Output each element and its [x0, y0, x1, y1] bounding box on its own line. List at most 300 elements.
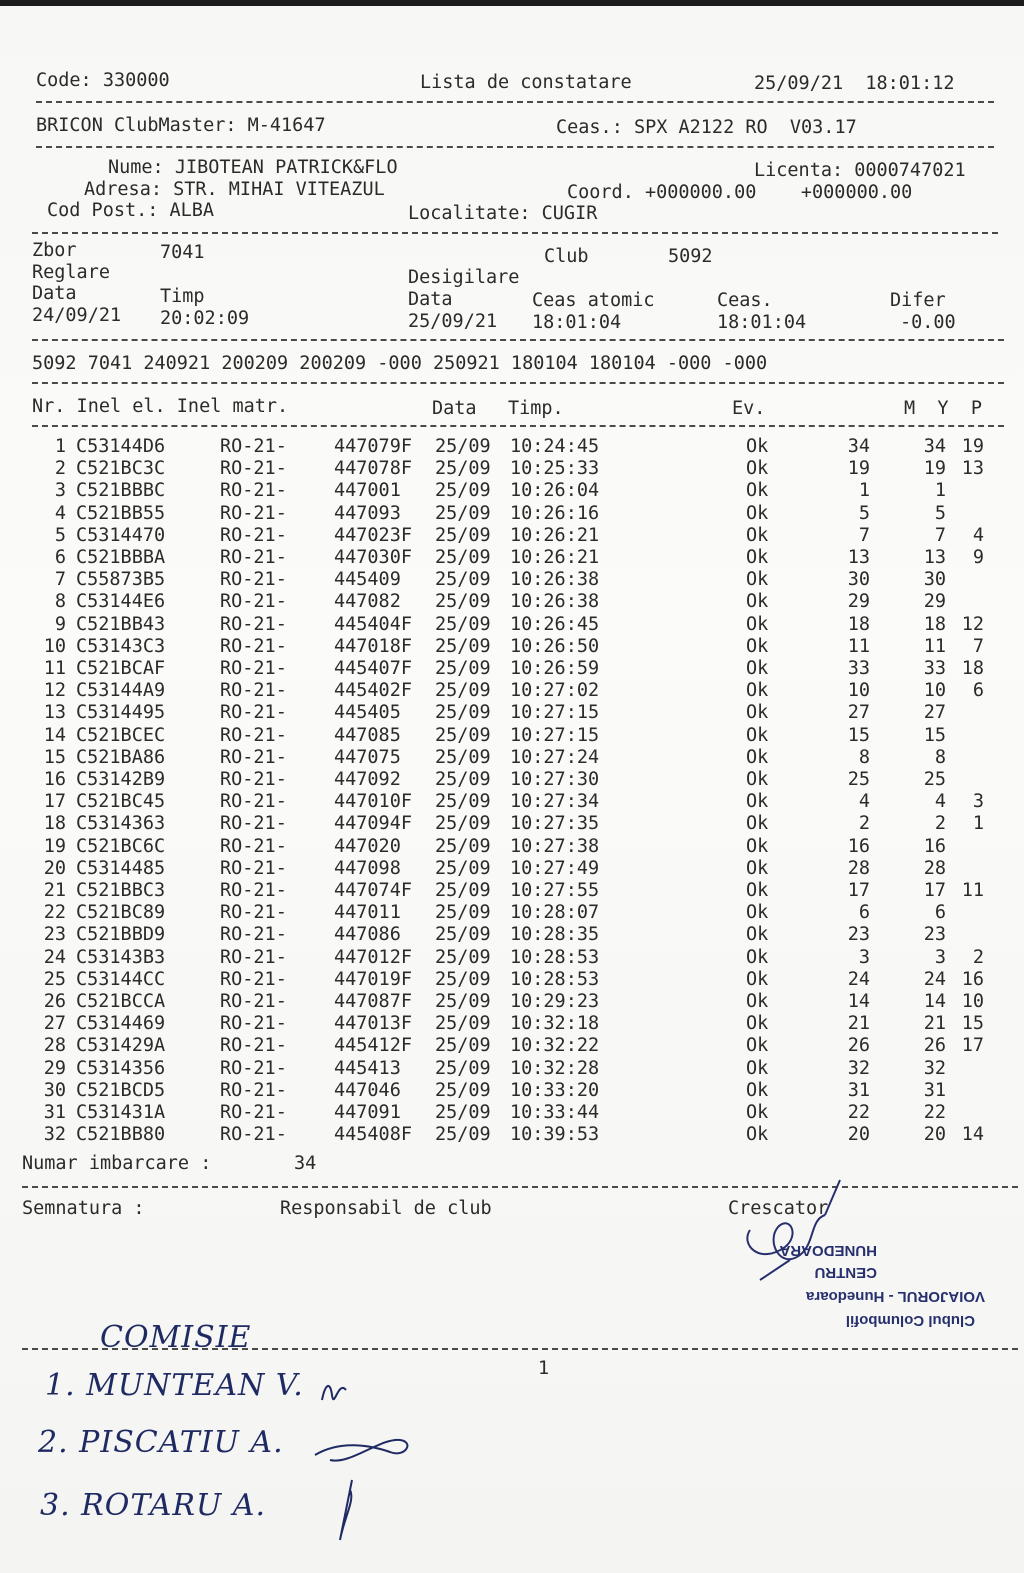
value-m: 23	[847, 924, 870, 946]
ring-prefix: RO-21-	[220, 1079, 287, 1101]
electronic-ring: C53143C3	[76, 635, 166, 657]
table-row	[0, 636, 1024, 658]
arrival-time: 10:26:38	[510, 569, 600, 591]
ring-prefix: RO-21-	[220, 991, 287, 1012]
owner-address: Adresa: STR. MIHAI VITEAZUL	[84, 179, 385, 200]
value-y: 18	[923, 613, 946, 635]
value-p: 6	[972, 680, 984, 702]
value-y: 34	[923, 436, 946, 457]
value-m: 18	[847, 613, 870, 635]
table-row	[0, 1058, 1024, 1080]
value-y: 7	[934, 524, 946, 546]
header-datetime: 25/09/21 18:01:12	[754, 73, 955, 94]
ring-number: 445407F	[334, 658, 412, 679]
electronic-ring: C521BCD5	[76, 1079, 166, 1101]
ring-prefix: RO-21-	[220, 613, 287, 635]
page-number: 1	[538, 1358, 550, 1379]
value-y: 5	[934, 502, 946, 524]
electronic-ring: C531431A	[76, 1102, 166, 1123]
table-row	[0, 458, 1024, 480]
reglare-data: 24/09/21	[32, 305, 122, 326]
arrival-time: 10:29:23	[510, 991, 600, 1012]
table-row	[0, 813, 1024, 835]
table-row	[0, 924, 1024, 946]
value-m: 19	[847, 458, 870, 480]
table-row	[0, 591, 1024, 613]
event-status: Ok	[746, 835, 769, 857]
electronic-ring: C53144A9	[76, 680, 166, 702]
electronic-ring: C521BB80	[76, 1124, 166, 1146]
value-m: 4	[858, 791, 870, 813]
value-p: 16	[961, 968, 984, 990]
arrival-time: 10:26:21	[510, 547, 600, 568]
arrival-date: 25/09	[435, 857, 491, 879]
value-y: 25	[923, 769, 946, 790]
value-m: 2	[858, 813, 870, 835]
table-row	[0, 725, 1024, 747]
event-status: Ok	[746, 547, 769, 568]
value-p: 18	[961, 658, 984, 679]
row-number: 13	[43, 702, 66, 724]
ring-prefix: RO-21-	[220, 1013, 287, 1035]
arrival-date: 25/09	[435, 968, 491, 990]
ring-prefix: RO-21-	[220, 569, 287, 591]
arrival-time: 10:27:38	[510, 835, 600, 857]
row-number: 16	[43, 769, 66, 790]
value-m: 25	[847, 769, 870, 790]
value-y: 16	[923, 835, 946, 857]
value-y: 33	[923, 658, 946, 679]
value-y: 13	[923, 547, 946, 568]
crescator-label: Crescator	[728, 1198, 829, 1219]
event-status: Ok	[746, 924, 769, 946]
electronic-ring: C521BC6C	[76, 835, 166, 857]
value-m: 27	[847, 702, 870, 724]
value-m: 31	[847, 1079, 870, 1101]
electronic-ring: C521BC89	[76, 902, 166, 924]
difer-label: Difer	[890, 290, 946, 311]
ring-number: 447074F	[334, 880, 412, 901]
event-status: Ok	[746, 635, 769, 657]
ring-prefix: RO-21-	[220, 769, 287, 790]
event-status: Ok	[746, 1102, 769, 1123]
electronic-ring: C521BC3C	[76, 458, 166, 480]
row-number: 30	[43, 1079, 66, 1101]
table-row	[0, 1080, 1024, 1102]
arrival-date: 25/09	[435, 791, 491, 813]
col-header-inel: Nr. Inel el. Inel matr.	[32, 396, 289, 417]
col-header-myp: M Y P	[904, 398, 982, 419]
arrival-date: 25/09	[435, 1124, 491, 1146]
value-p: 14	[961, 1124, 984, 1146]
row-number: 21	[43, 880, 66, 901]
numar-imbarcare-label: Numar imbarcare :	[22, 1153, 212, 1174]
stamp-line: CENTRU	[814, 1264, 877, 1281]
value-m: 32	[847, 1057, 870, 1079]
arrival-time: 10:39:53	[510, 1124, 600, 1146]
ceas-label: Ceas.	[717, 290, 773, 311]
value-y: 23	[923, 924, 946, 946]
event-status: Ok	[746, 991, 769, 1012]
arrival-time: 10:26:16	[510, 502, 600, 524]
arrival-date: 25/09	[435, 702, 491, 724]
value-y: 6	[934, 902, 946, 924]
owner-name: Nume: JIBOTEAN PATRICK&FLO	[108, 157, 398, 178]
value-y: 17	[923, 880, 946, 901]
stamp-line: Clubul Columbofil	[845, 1312, 975, 1329]
col-header-ev: Ev.	[732, 398, 766, 419]
arrival-date: 25/09	[435, 724, 491, 746]
ring-prefix: RO-21-	[220, 857, 287, 879]
ring-number: 447046	[334, 1079, 401, 1101]
row-number: 14	[43, 724, 66, 746]
ring-prefix: RO-21-	[220, 746, 287, 768]
row-number: 22	[43, 902, 66, 924]
handwritten-member: 2. PISCATIU A.	[38, 1425, 284, 1460]
row-number: 4	[54, 502, 66, 524]
value-y: 24	[923, 968, 946, 990]
row-number: 27	[43, 1013, 66, 1035]
value-m: 5	[858, 502, 870, 524]
electronic-ring: C521BC45	[76, 791, 166, 813]
zbor-label: Zbor	[32, 240, 77, 261]
value-p: 9	[972, 547, 984, 568]
table-row	[0, 569, 1024, 591]
value-m: 34	[847, 436, 870, 457]
numar-imbarcare-value: 34	[294, 1153, 317, 1174]
arrival-time: 10:27:02	[510, 680, 600, 702]
responsabil-label: Responsabil de club	[280, 1198, 492, 1219]
ring-prefix: RO-21-	[220, 902, 287, 924]
table-row	[0, 969, 1024, 991]
value-y: 3	[934, 946, 946, 968]
value-y: 27	[923, 702, 946, 724]
table-row	[0, 480, 1024, 502]
row-number: 12	[43, 680, 66, 702]
value-p: 19	[961, 436, 984, 457]
ring-number: 447001	[334, 480, 401, 502]
arrival-time: 10:24:45	[510, 436, 600, 457]
electronic-ring: C5314363	[76, 813, 166, 835]
value-m: 26	[847, 1035, 870, 1057]
value-m: 3	[858, 946, 870, 968]
arrival-date: 25/09	[435, 436, 491, 457]
ring-number: 447030F	[334, 547, 412, 568]
row-number: 23	[43, 924, 66, 946]
row-number: 20	[43, 857, 66, 879]
row-number: 6	[54, 547, 66, 568]
document-title: Lista de constatare	[420, 72, 632, 93]
stamp-line: VOIAJORUL - Hunedoara	[806, 1288, 985, 1305]
table-row	[0, 680, 1024, 702]
ring-number: 447020	[334, 835, 401, 857]
event-status: Ok	[746, 1035, 769, 1057]
row-number: 10	[43, 635, 66, 657]
value-y: 10	[923, 680, 946, 702]
ring-number: 447086	[334, 924, 401, 946]
table-row	[0, 791, 1024, 813]
ring-number: 445402F	[334, 680, 412, 702]
ring-prefix: RO-21-	[220, 924, 287, 946]
event-status: Ok	[746, 502, 769, 524]
stamp-line: HUNEDOARA	[779, 1242, 877, 1259]
ring-number: 447092	[334, 769, 401, 790]
arrival-time: 10:27:55	[510, 880, 600, 901]
arrival-time: 10:26:50	[510, 635, 600, 657]
electronic-ring: C521BBBC	[76, 480, 166, 502]
owner-coords: Coord. +000000.00 +000000.00	[567, 182, 913, 203]
row-number: 3	[54, 480, 66, 502]
value-m: 8	[858, 746, 870, 768]
arrival-time: 10:28:53	[510, 968, 600, 990]
electronic-ring: C53143B3	[76, 946, 166, 968]
arrival-time: 10:32:22	[510, 1035, 600, 1057]
arrival-time: 10:27:15	[510, 702, 600, 724]
club-label: Club	[544, 246, 589, 267]
arrival-time: 10:28:35	[510, 924, 600, 946]
ring-number: 447013F	[334, 1013, 412, 1035]
electronic-ring: C5314485	[76, 857, 166, 879]
arrival-time: 10:26:04	[510, 480, 600, 502]
value-m: 21	[847, 1013, 870, 1035]
event-status: Ok	[746, 524, 769, 546]
event-status: Ok	[746, 569, 769, 591]
arrival-date: 25/09	[435, 746, 491, 768]
ring-prefix: RO-21-	[220, 524, 287, 546]
divider	[32, 425, 1004, 427]
table-row	[0, 547, 1024, 569]
ring-prefix: RO-21-	[220, 968, 287, 990]
value-p: 11	[961, 880, 984, 901]
handwritten-member: 3. ROTARU A.	[40, 1488, 266, 1523]
ring-number: 447079F	[334, 436, 412, 457]
owner-locality: Localitate: CUGIR	[408, 203, 598, 224]
table-row	[0, 858, 1024, 880]
value-p: 2	[972, 946, 984, 968]
ring-number: 445413	[334, 1057, 401, 1079]
ring-number: 447023F	[334, 524, 412, 546]
value-y: 8	[934, 746, 946, 768]
event-status: Ok	[746, 680, 769, 702]
ring-number: 447093	[334, 502, 401, 524]
arrival-date: 25/09	[435, 547, 491, 568]
event-status: Ok	[746, 724, 769, 746]
reglare-timp: 20:02:09	[160, 308, 250, 329]
ring-prefix: RO-21-	[220, 1102, 287, 1123]
arrival-time: 10:26:59	[510, 658, 600, 679]
value-m: 6	[858, 902, 870, 924]
arrival-date: 25/09	[435, 1079, 491, 1101]
arrival-date: 25/09	[435, 635, 491, 657]
ring-prefix: RO-21-	[220, 946, 287, 968]
ring-prefix: RO-21-	[220, 1035, 287, 1057]
electronic-ring: C53144E6	[76, 591, 166, 613]
ring-prefix: RO-21-	[220, 880, 287, 901]
electronic-ring: C521BCEC	[76, 724, 166, 746]
event-status: Ok	[746, 1013, 769, 1035]
table-row	[0, 747, 1024, 769]
arrival-time: 10:26:38	[510, 591, 600, 613]
difer-value: -0.00	[900, 312, 956, 333]
ring-number: 447010F	[334, 791, 412, 813]
row-number: 25	[43, 968, 66, 990]
value-m: 24	[847, 968, 870, 990]
table-row	[0, 880, 1024, 902]
ceas-text: Ceas.: SPX A2122 RO V03.17	[556, 117, 857, 138]
arrival-date: 25/09	[435, 613, 491, 635]
row-number: 28	[43, 1035, 66, 1057]
arrival-date: 25/09	[435, 502, 491, 524]
row-number: 31	[43, 1102, 66, 1123]
arrival-time: 10:32:18	[510, 1013, 600, 1035]
value-y: 26	[923, 1035, 946, 1057]
electronic-ring: C521BB55	[76, 502, 166, 524]
event-status: Ok	[746, 702, 769, 724]
event-status: Ok	[746, 746, 769, 768]
owner-postcode: Cod Post.: ALBA	[47, 200, 215, 221]
reglare-label: Reglare	[32, 262, 110, 283]
arrival-time: 10:26:45	[510, 613, 600, 635]
ring-prefix: RO-21-	[220, 458, 287, 480]
arrival-date: 25/09	[435, 658, 491, 679]
arrival-date: 25/09	[435, 835, 491, 857]
electronic-ring: C531429A	[76, 1035, 166, 1057]
value-y: 21	[923, 1013, 946, 1035]
value-y: 32	[923, 1057, 946, 1079]
value-m: 29	[847, 591, 870, 613]
ring-prefix: RO-21-	[220, 480, 287, 502]
value-m: 28	[847, 857, 870, 879]
arrival-date: 25/09	[435, 769, 491, 790]
ring-prefix: RO-21-	[220, 1124, 287, 1146]
event-status: Ok	[746, 591, 769, 613]
value-y: 28	[923, 857, 946, 879]
handwritten-member: 1. MUNTEAN V.	[45, 1368, 304, 1403]
arrival-time: 10:27:49	[510, 857, 600, 879]
electronic-ring: C5314470	[76, 524, 166, 546]
ring-prefix: RO-21-	[220, 502, 287, 524]
value-y: 11	[923, 635, 946, 657]
ring-prefix: RO-21-	[220, 658, 287, 679]
ring-prefix: RO-21-	[220, 547, 287, 568]
value-y: 22	[923, 1102, 946, 1123]
ring-number: 447078F	[334, 458, 412, 480]
arrival-date: 25/09	[435, 680, 491, 702]
electronic-ring: C521BA86	[76, 746, 166, 768]
event-status: Ok	[746, 458, 769, 480]
event-status: Ok	[746, 968, 769, 990]
value-m: 30	[847, 569, 870, 591]
row-number: 5	[54, 524, 66, 546]
electronic-ring: C521BBC3	[76, 880, 166, 901]
value-m: 16	[847, 835, 870, 857]
event-status: Ok	[746, 613, 769, 635]
row-number: 17	[43, 791, 66, 813]
electronic-ring: C5314356	[76, 1057, 166, 1079]
row-number: 8	[54, 591, 66, 613]
arrival-time: 10:33:20	[510, 1079, 600, 1101]
table-row	[0, 1124, 1024, 1146]
zbor-value: 7041	[160, 242, 205, 263]
row-number: 1	[54, 436, 66, 457]
row-number: 11	[43, 658, 66, 679]
event-status: Ok	[746, 436, 769, 457]
value-m: 13	[847, 547, 870, 568]
ring-number: 447087F	[334, 991, 412, 1012]
electronic-ring: C53144CC	[76, 968, 166, 990]
value-y: 31	[923, 1079, 946, 1101]
arrival-date: 25/09	[435, 924, 491, 946]
ring-prefix: RO-21-	[220, 791, 287, 813]
arrival-time: 10:25:33	[510, 458, 600, 480]
ring-prefix: RO-21-	[220, 591, 287, 613]
value-m: 10	[847, 680, 870, 702]
arrival-date: 25/09	[435, 991, 491, 1012]
event-status: Ok	[746, 857, 769, 879]
ring-number: 447019F	[334, 968, 412, 990]
ring-number: 447094F	[334, 813, 412, 835]
row-number: 18	[43, 813, 66, 835]
data-label: Data	[32, 283, 77, 304]
arrival-time: 10:32:28	[510, 1057, 600, 1079]
value-y: 2	[934, 813, 946, 835]
divider	[32, 382, 1004, 384]
electronic-ring: C521BBBA	[76, 547, 166, 568]
table-row	[0, 769, 1024, 791]
owner-license: Licenta: 0000747021	[754, 160, 966, 181]
value-m: 33	[847, 658, 870, 679]
ring-number: 447075	[334, 746, 401, 768]
event-status: Ok	[746, 1124, 769, 1146]
value-y: 14	[923, 991, 946, 1012]
arrival-date: 25/09	[435, 1102, 491, 1123]
ring-prefix: RO-21-	[220, 813, 287, 835]
arrival-date: 25/09	[435, 1035, 491, 1057]
arrival-date: 25/09	[435, 569, 491, 591]
club-stamp	[735, 1225, 995, 1335]
ring-number: 447082	[334, 591, 401, 613]
electronic-ring: C53144D6	[76, 436, 166, 457]
value-m: 14	[847, 991, 870, 1012]
table-row	[0, 525, 1024, 547]
value-p: 7	[972, 635, 984, 657]
ring-number: 447012F	[334, 946, 412, 968]
arrival-date: 25/09	[435, 813, 491, 835]
arrival-date: 25/09	[435, 480, 491, 502]
desigilare-data: 25/09/21	[408, 311, 498, 332]
table-row	[0, 902, 1024, 924]
row-number: 9	[54, 613, 66, 635]
club-value: 5092	[668, 246, 713, 267]
table-row	[0, 1035, 1024, 1057]
ring-prefix: RO-21-	[220, 835, 287, 857]
table-row	[0, 503, 1024, 525]
table-row	[0, 614, 1024, 636]
ring-number: 445409	[334, 569, 401, 591]
code-text: Code: 330000	[36, 70, 170, 91]
arrival-time: 10:26:21	[510, 524, 600, 546]
arrival-date: 25/09	[435, 946, 491, 968]
event-status: Ok	[746, 480, 769, 502]
electronic-ring: C5314495	[76, 702, 166, 724]
table-row	[0, 991, 1024, 1013]
divider	[32, 339, 1004, 341]
value-y: 30	[923, 569, 946, 591]
table-row	[0, 702, 1024, 724]
event-status: Ok	[746, 769, 769, 790]
ring-number: 445405	[334, 702, 401, 724]
ring-number: 447098	[334, 857, 401, 879]
